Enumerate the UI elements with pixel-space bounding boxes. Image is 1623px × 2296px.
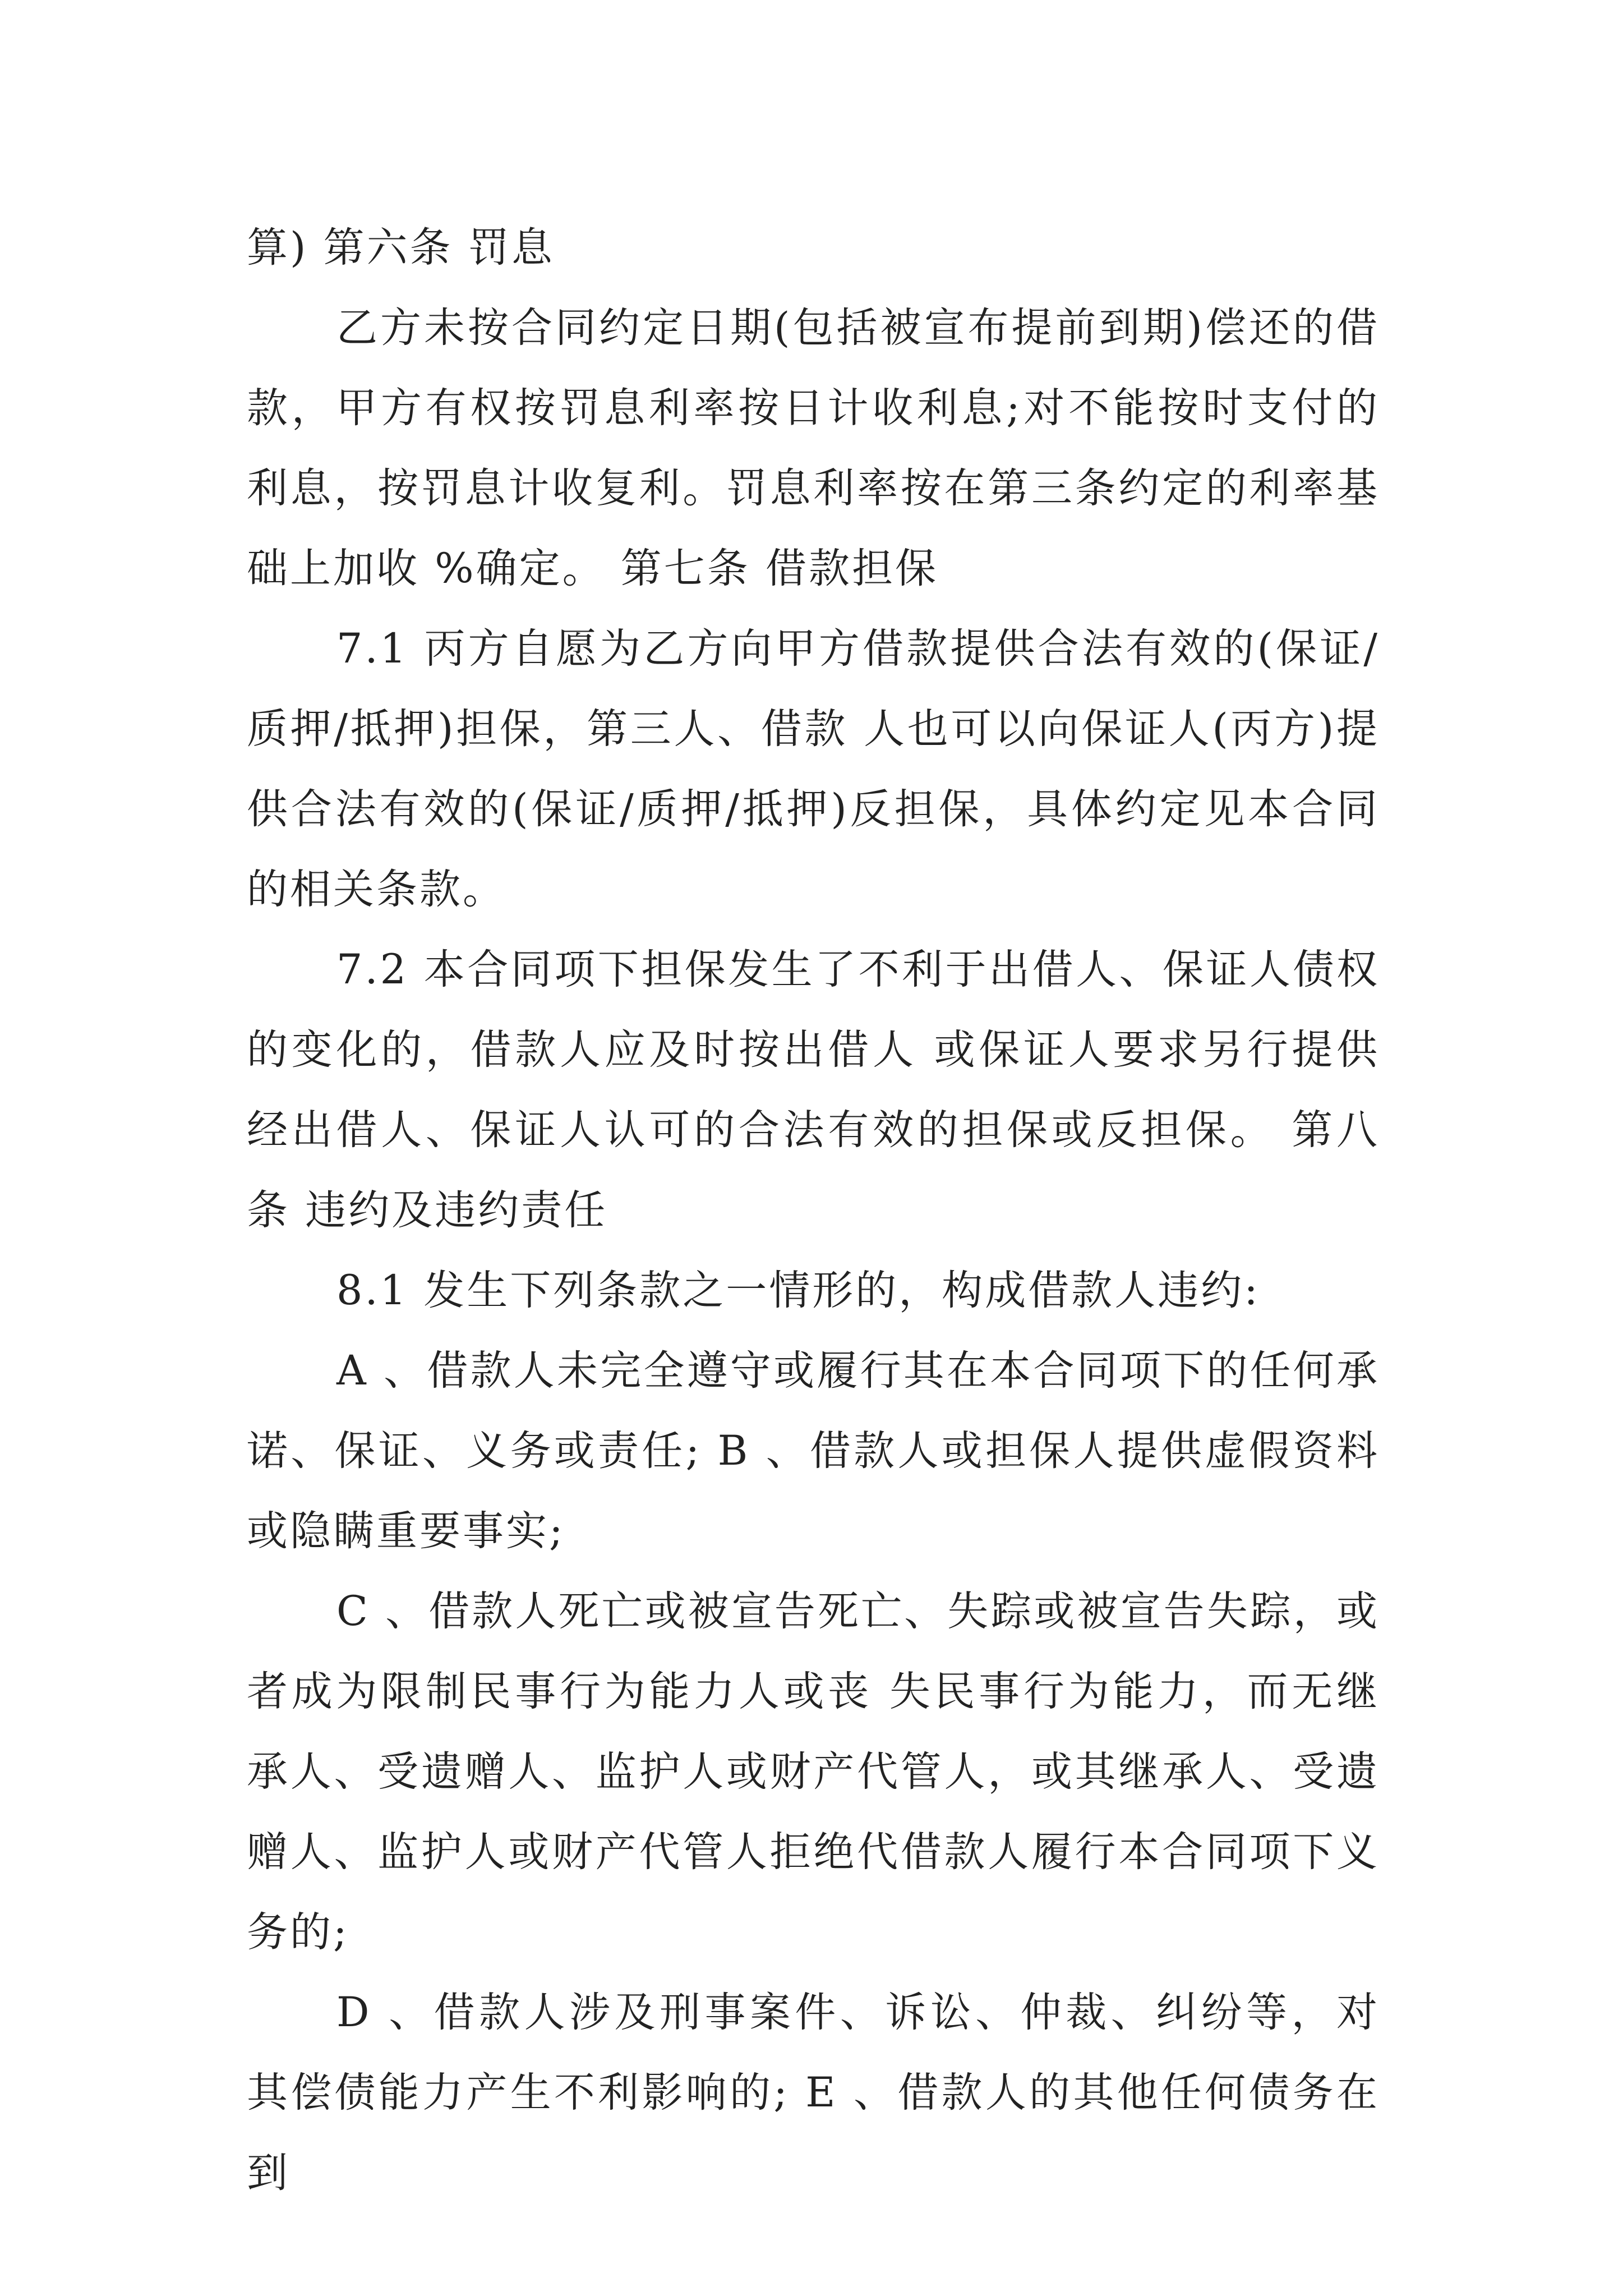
paragraph-heading-section-6: 算) 第六条 罚息	[247, 224, 555, 272]
paragraph-penalty-interest: 乙方未按合同约定日期(包括被宣布提前到期)偿还的借款，甲方有权按罚息利率按日计收利息;对不能按时支付的利息，按罚息计收复利。罚息利率按在第三条约定的利率基础上加收 %确定。 第七条 借款担保	[247, 304, 1380, 592]
paragraph-clause-7-1: 7.1 丙方自愿为乙方向甲方借款提供合法有效的(保证/质押/抵押)担保，第三人、借款 人也可以向保证人(丙方)提供合法有效的(保证/质押/抵押)反担保，具体约定见本合同的相关条款。	[247, 625, 1380, 913]
document-body	[247, 208, 1380, 2213]
paragraph-clause-7-2: 7.2 本合同项下担保发生了不利于出借人、保证人债权的变化的，借款人应及时按出借人 或保证人要求另行提供经出借人、保证人认可的合法有效的担保或反担保。 第八条 违约及违约责任	[247, 946, 1380, 1234]
paragraph-item-c: C 、借款人死亡或被宣告死亡、失踪或被宣告失踪，或者成为限制民事行为能力人或丧 失民事行为能力，而无继承人、受遗赠人、监护人或财产代管人，或其继承人、受遗赠人、监护人或财产代管人拒绝代借款人履行本合同项下义务的;	[247, 1588, 1380, 1956]
paragraph-item-a-b: A 、借款人未完全遵守或履行其在本合同项下的任何承诺、保证、义务或责任; B 、借款人或担保人提供虚假资料或隐瞒重要事实;	[247, 1347, 1380, 1555]
paragraph-item-d-e: D 、借款人涉及刑事案件、诉讼、仲裁、纠纷等，对其偿债能力产生不利影响的; E 、借款人的其他任何债务在到	[247, 1989, 1380, 2197]
paragraph-clause-8-1: 8.1 发生下列条款之一情形的，构成借款人违约:	[336, 1267, 1260, 1314]
